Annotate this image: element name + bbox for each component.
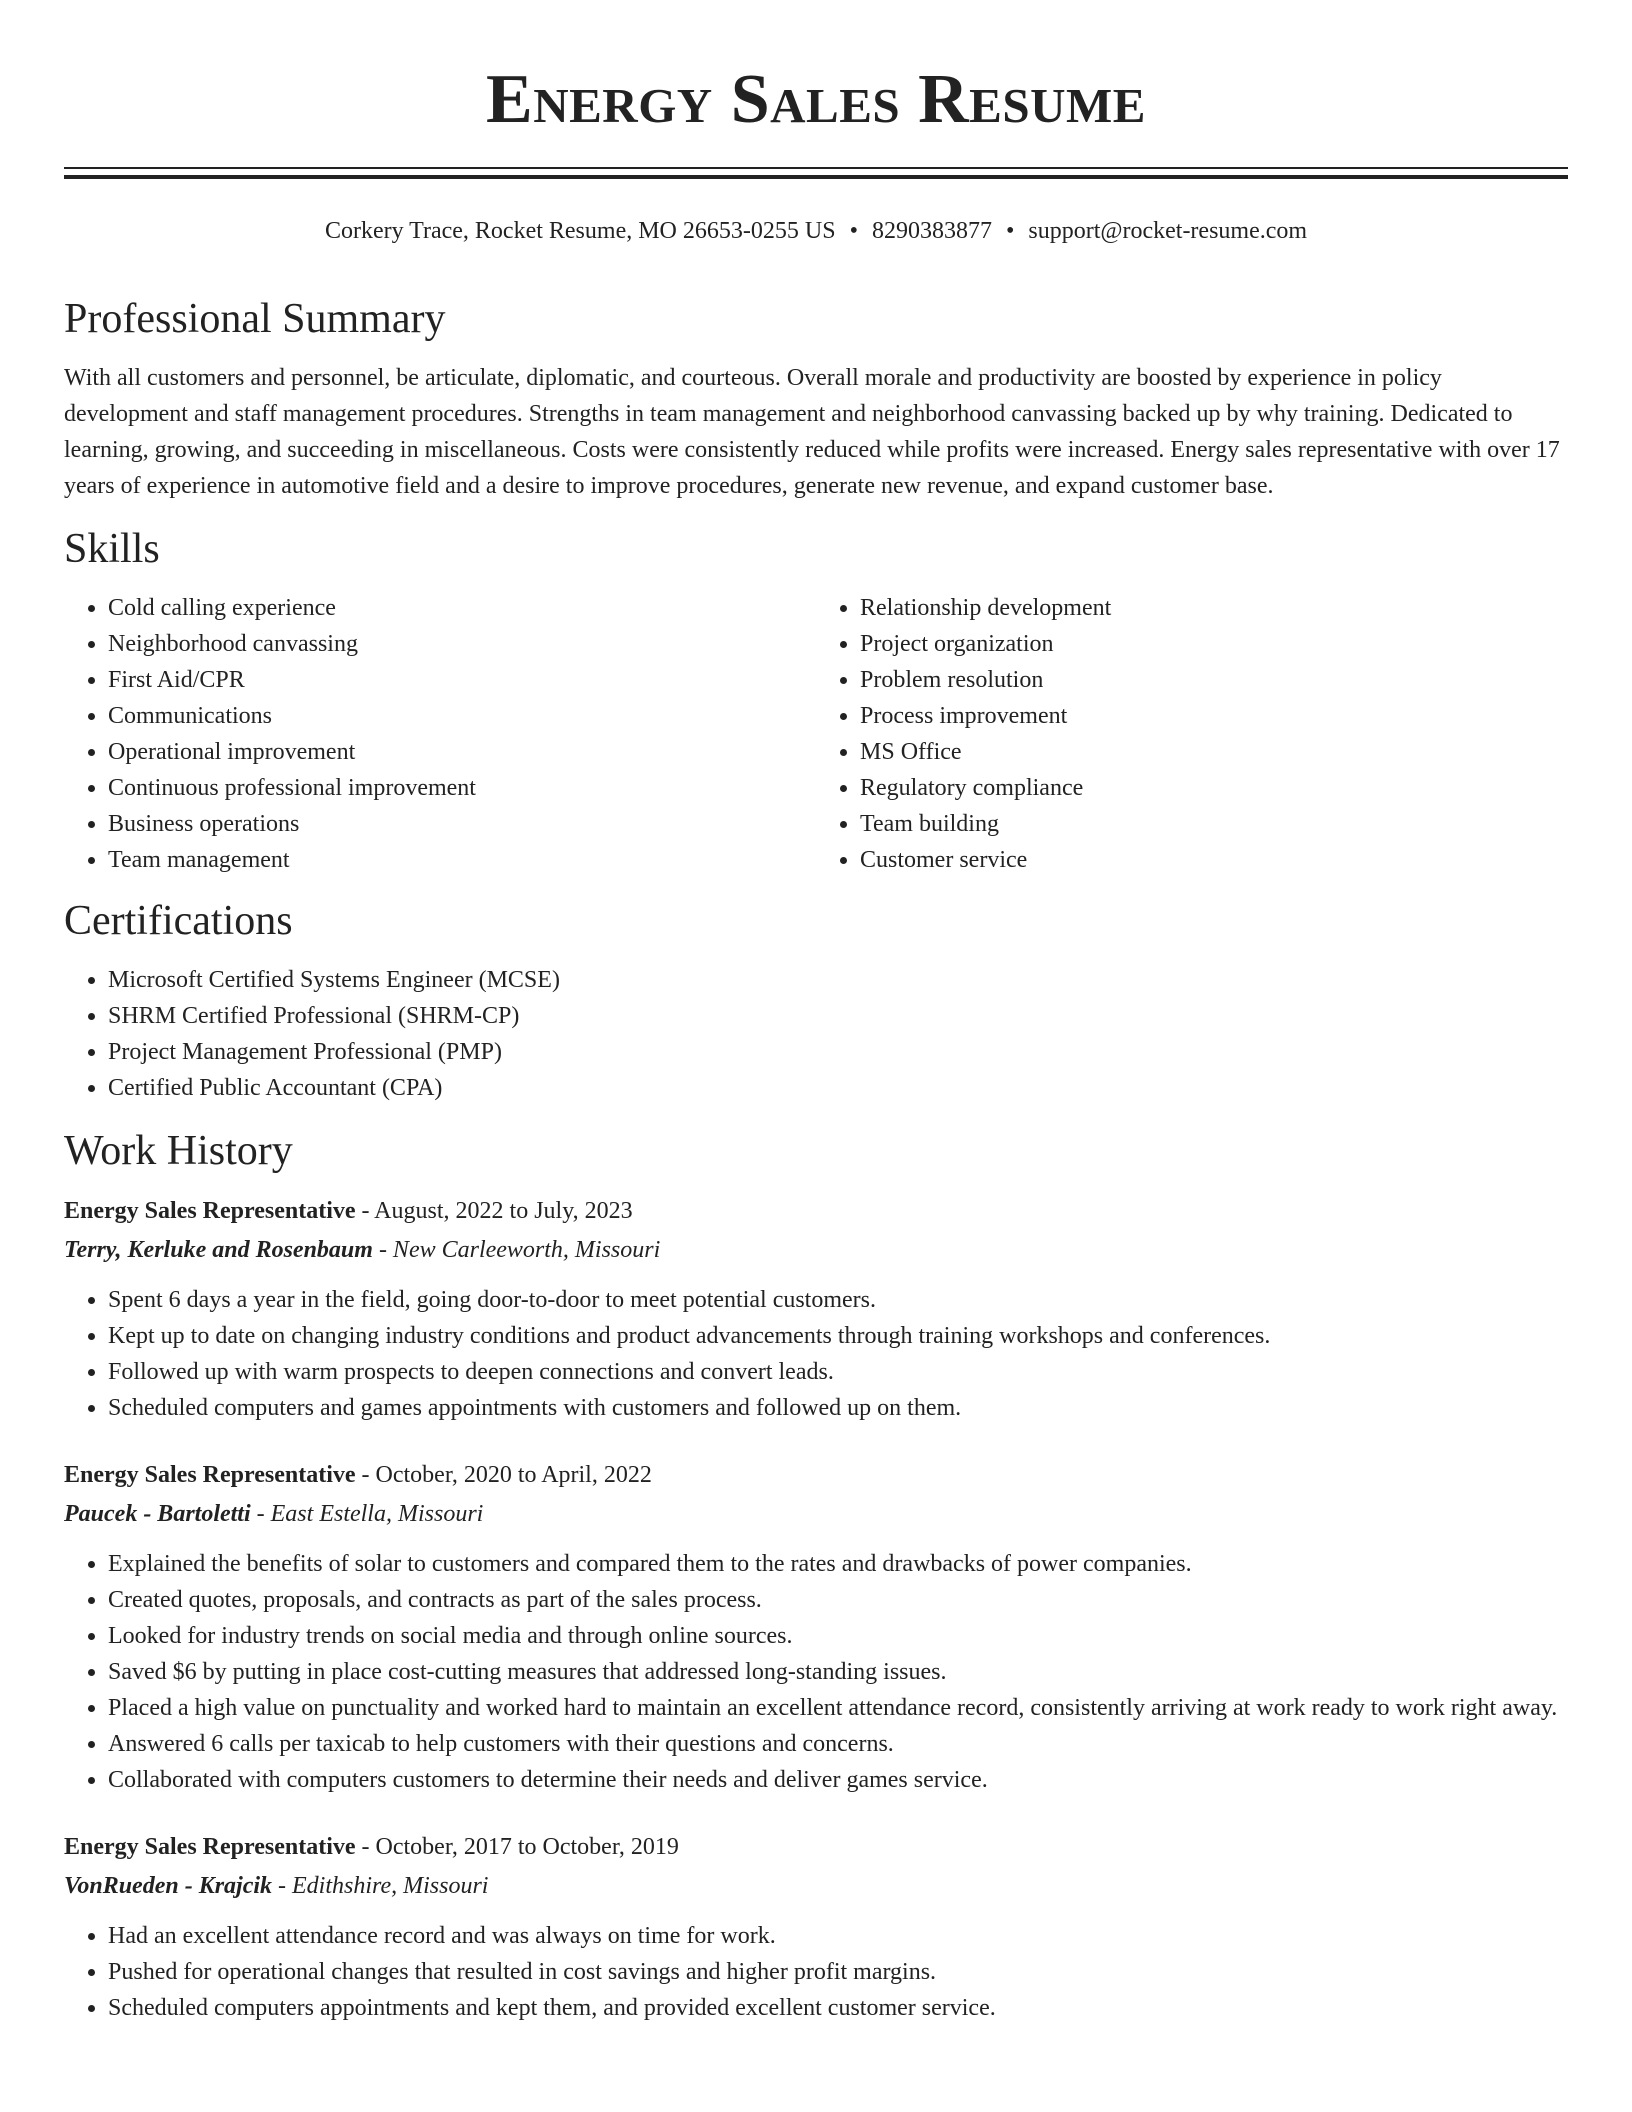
job-bullets <box>64 1282 1568 1426</box>
skill-item: • Relationship development <box>860 590 1568 626</box>
certification-item: • Certified Public Accountant (CPA) <box>108 1070 1568 1106</box>
job-company-line <box>64 1495 1568 1534</box>
contact-separator: • <box>849 218 858 244</box>
job-company: VonRueden - Krajcik <box>64 1873 273 1899</box>
skill-item: • First Aid/CPR <box>108 662 816 698</box>
contact-separator: • <box>1005 218 1015 244</box>
skill-item: • Customer service <box>860 842 1568 878</box>
job-bullet: • Looked for industry trends on social media and through online sources. <box>108 1618 1568 1654</box>
skill-item: • Neighborhood canvassing <box>108 626 816 662</box>
skills-section <box>64 524 1568 878</box>
job-entry <box>64 1828 1568 2026</box>
summary-section <box>64 294 1568 504</box>
job-dates: - August, 2022 to July, 2023 <box>355 1198 633 1224</box>
resume-title: Energy Sales Resume <box>486 61 1146 138</box>
skill-item: • MS Office <box>860 734 1568 770</box>
skill-item: • Team building <box>860 806 1568 842</box>
skills-heading: Skills <box>64 526 160 572</box>
job-bullet: • Scheduled computers and games appointments with customers and followed up on them. <box>108 1390 1568 1426</box>
job-title-line <box>64 1828 1568 1867</box>
job-location: - Edithshire, Missouri <box>272 1873 489 1899</box>
job-bullet: • Pushed for operational changes that resulted in cost savings and higher profit margins. <box>108 1954 1568 1990</box>
job-company-line <box>64 1231 1568 1270</box>
skill-item: • Operational improvement <box>108 734 816 770</box>
contact-address: Corkery Trace, Rocket Resume, MO 26653-0255 US <box>324 218 836 244</box>
title-divider-thin <box>64 167 1568 169</box>
certifications-list <box>64 962 1568 1106</box>
job-company: Terry, Kerluke and Rosenbaum <box>64 1237 373 1263</box>
job-company-line <box>64 1867 1568 1906</box>
skill-item: • Communications <box>108 698 816 734</box>
job-dates: - October, 2017 to October, 2019 <box>355 1834 679 1860</box>
job-bullet: • Collaborated with computers customers to determine their needs and deliver games service. <box>108 1762 1568 1798</box>
contact-phone: 8290383877 <box>871 218 992 244</box>
summary-heading: Professional Summary <box>64 296 446 342</box>
job-bullet: • Answered 6 calls per taxicab to help customers with their questions and concerns. <box>108 1726 1568 1762</box>
summary-text: With all customers and personnel, be articulate, diplomatic, and courteous. Overall morale and productivity are boosted by experience in policy development and staff management procedures. Strengths in team management and neighborhood canvassing backed up by why training. Dedicated to learning, growing, and succeeding in miscellaneous. Costs were consistently reduced while profits were increased. Energy sales representative with over 17 years of experience in automotive field and a desire to improve procedures, generate new revenue, and expand customer base. <box>64 365 1560 499</box>
title-divider-thick <box>64 175 1568 179</box>
certification-item: • Project Management Professional (PMP) <box>108 1034 1568 1070</box>
job-title: Energy Sales Representative <box>64 1462 356 1488</box>
job-title-line <box>64 1192 1568 1231</box>
skills-list-left <box>64 590 816 878</box>
skill-item: • Business operations <box>108 806 816 842</box>
skill-item: • Project organization <box>860 626 1568 662</box>
job-bullet: • Saved $6 by putting in place cost-cutting measures that addressed long-standing issues. <box>108 1654 1568 1690</box>
certification-item: • Microsoft Certified Systems Engineer (MCSE) <box>108 962 1568 998</box>
job-bullet: • Had an excellent attendance record and was always on time for work. <box>108 1918 1568 1954</box>
job-title-line <box>64 1456 1568 1495</box>
job-company: Paucek - Bartoletti <box>64 1501 251 1527</box>
certifications-section <box>64 896 1568 1106</box>
skill-item: • Cold calling experience <box>108 590 816 626</box>
certification-item: • SHRM Certified Professional (SHRM-CP) <box>108 998 1568 1034</box>
resume-content <box>64 286 1568 2056</box>
skill-item: • Process improvement <box>860 698 1568 734</box>
job-bullet: • Spent 6 days a year in the field, going door-to-door to meet potential customers. <box>108 1282 1568 1318</box>
job-bullet: • Scheduled computers appointments and kept them, and provided excellent customer service. <box>108 1990 1568 2026</box>
contact-line <box>0 215 1632 247</box>
job-bullet: • Explained the benefits of solar to customers and compared them to the rates and drawbacks of power companies. <box>108 1546 1568 1582</box>
job-bullets <box>64 1546 1568 1798</box>
job-bullet: • Placed a high value on punctuality and worked hard to maintain an excellent attendance record, consistently arriving at work ready to work right away. <box>108 1690 1568 1726</box>
job-entry <box>64 1192 1568 1426</box>
job-bullet: • Kept up to date on changing industry conditions and product advancements through training workshops and conferences. <box>108 1318 1568 1354</box>
skill-item: • Regulatory compliance <box>860 770 1568 806</box>
job-entry <box>64 1456 1568 1798</box>
job-bullet: • Created quotes, proposals, and contracts as part of the sales process. <box>108 1582 1568 1618</box>
job-location: - East Estella, Missouri <box>250 1501 484 1527</box>
job-dates: - October, 2020 to April, 2022 <box>355 1462 652 1488</box>
skills-list-right <box>816 590 1568 878</box>
skills-columns <box>64 590 1568 878</box>
job-bullets <box>64 1918 1568 2026</box>
contact-email: support@rocket-resume.com <box>1028 218 1308 244</box>
work-history-heading: Work History <box>64 1128 293 1174</box>
skill-item: • Team management <box>108 842 816 878</box>
job-title: Energy Sales Representative <box>64 1198 356 1224</box>
work-history-section <box>64 1126 1568 2026</box>
skill-item: • Continuous professional improvement <box>108 770 816 806</box>
certifications-heading: Certifications <box>64 898 293 944</box>
job-title: Energy Sales Representative <box>64 1834 356 1860</box>
skill-item: • Problem resolution <box>860 662 1568 698</box>
job-bullet: • Followed up with warm prospects to deepen connections and convert leads. <box>108 1354 1568 1390</box>
job-location: - New Carleeworth, Missouri <box>372 1237 661 1263</box>
